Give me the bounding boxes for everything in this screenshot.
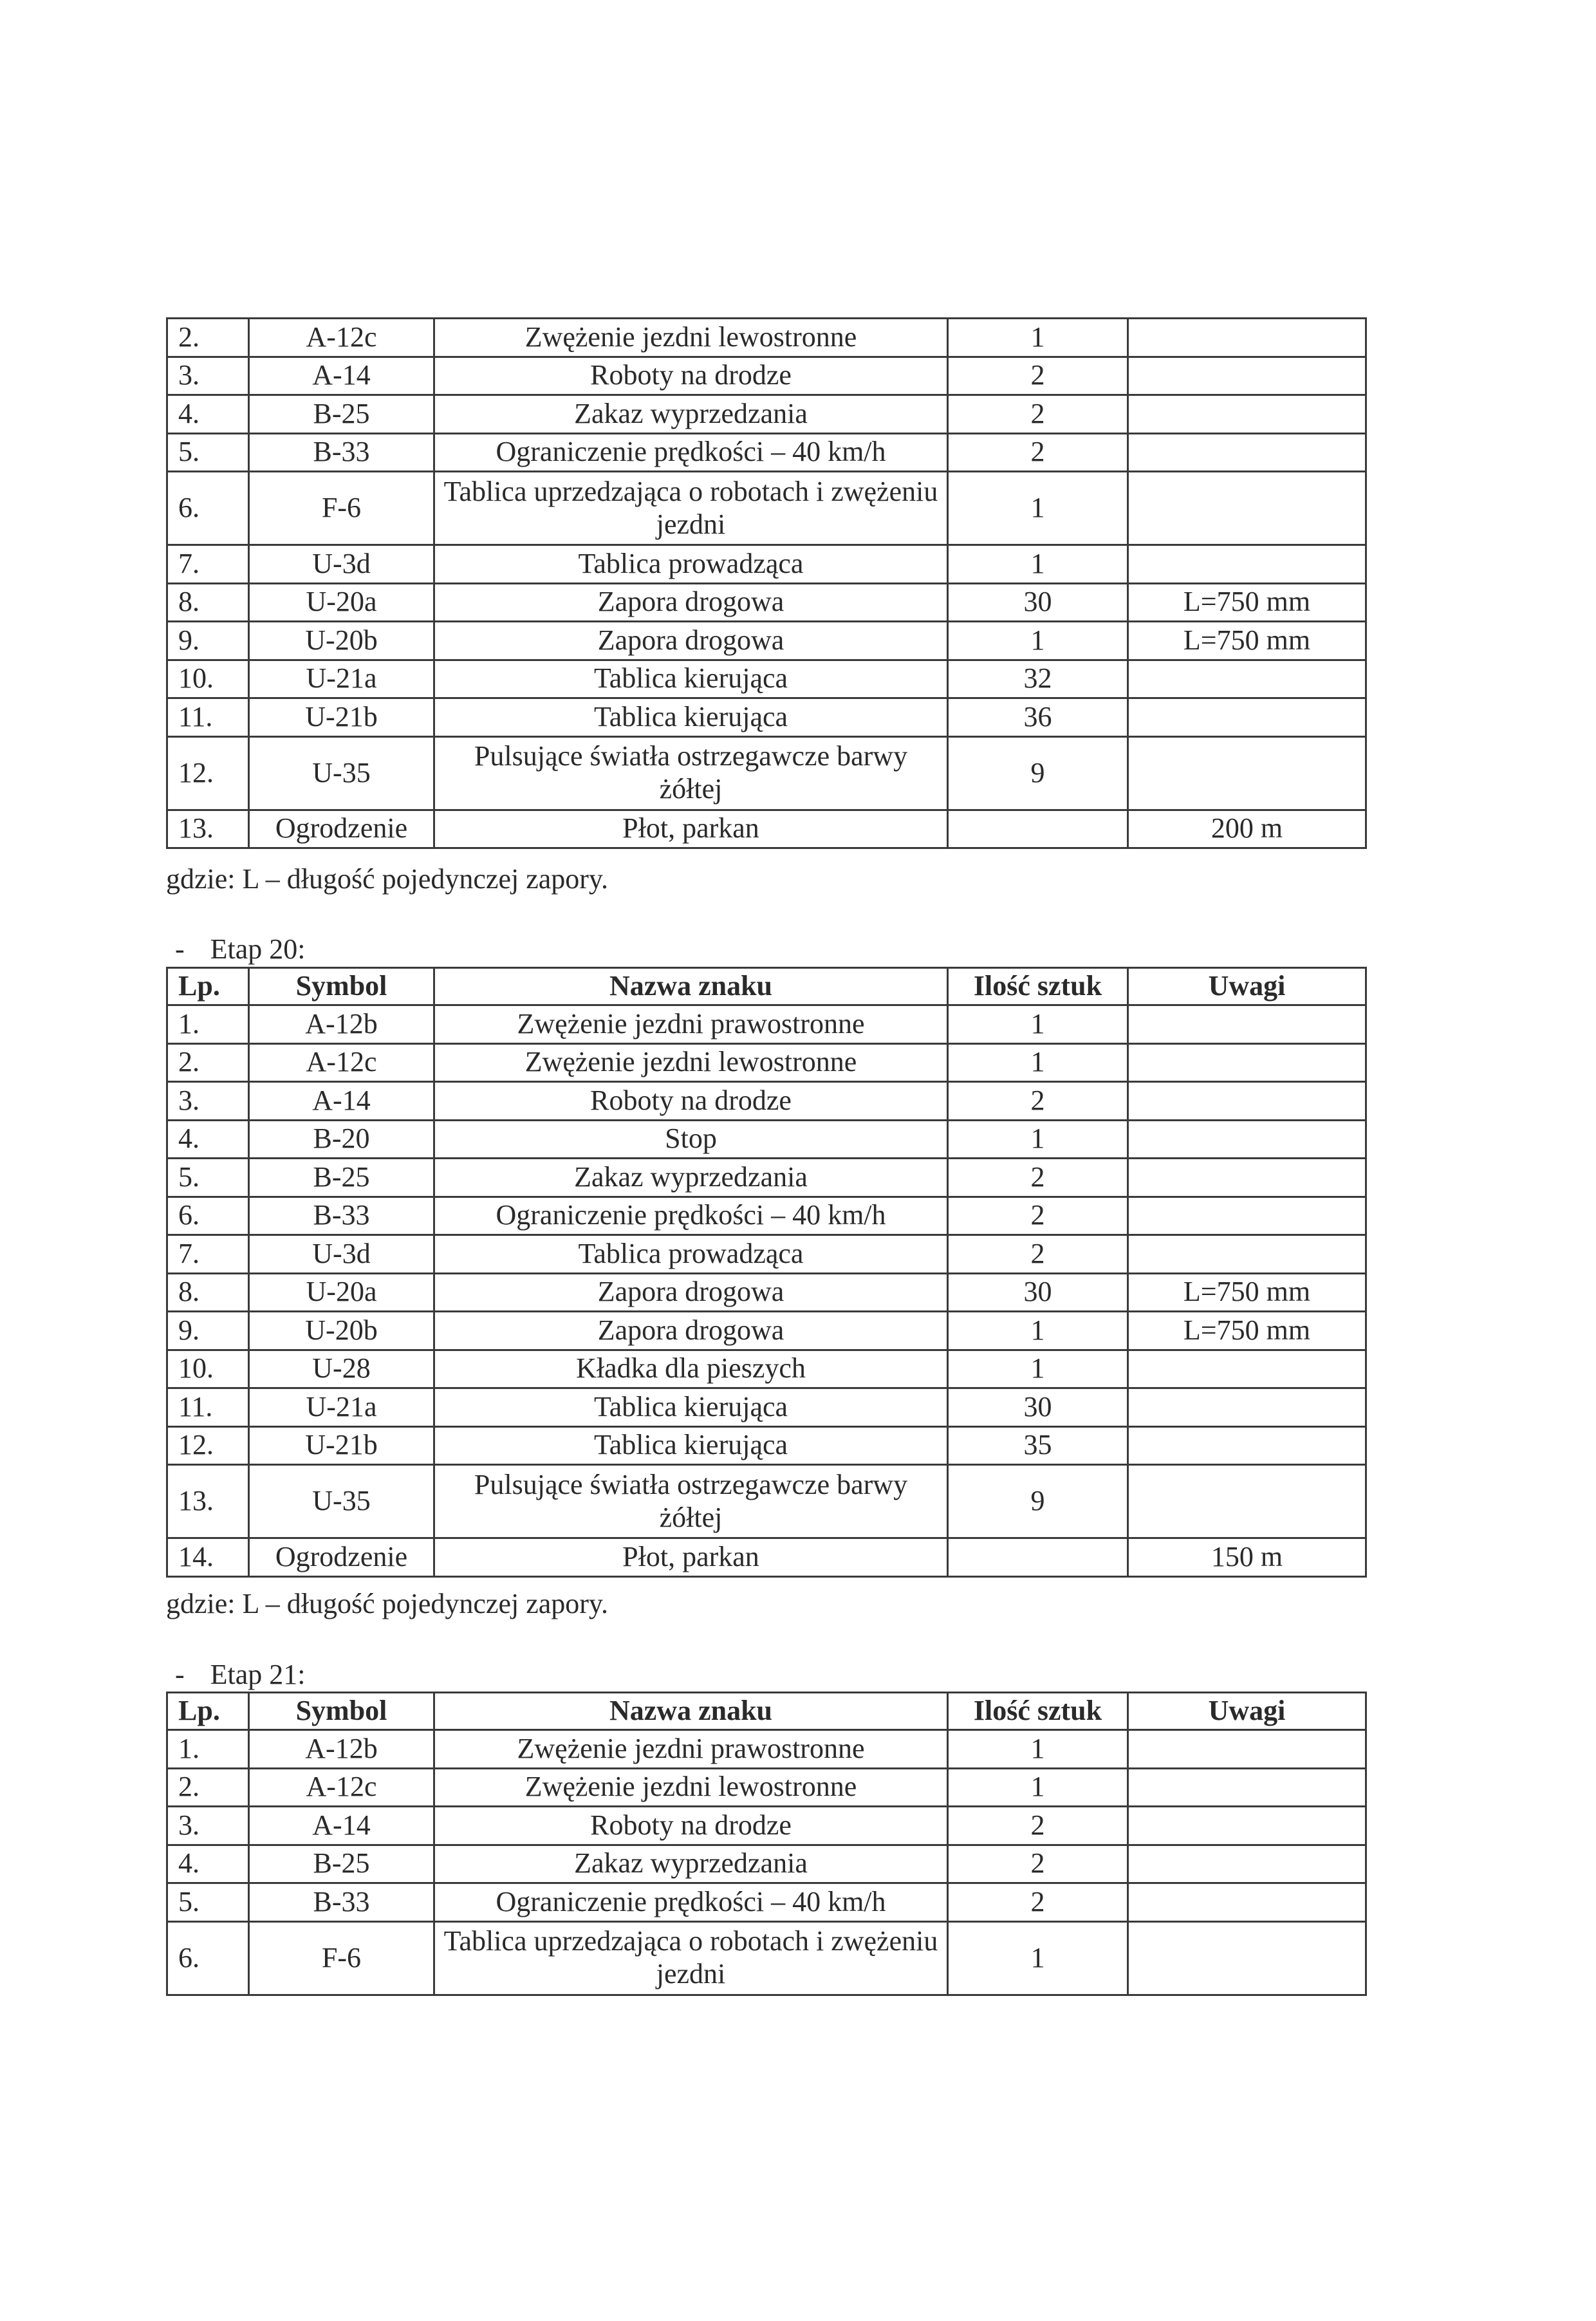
table-body [167,1005,1366,1577]
cell-qty: 2 [948,1883,1128,1922]
cell-symbol: F-6 [249,1921,434,1995]
cell-qty: 1 [948,319,1128,357]
cell-lp: 1. [167,1730,249,1769]
cell-qty: 1 [948,1005,1128,1044]
cell-name: Tablica prowadząca [434,1235,948,1274]
cell-name: Zwężenie jezdni prawostronne [434,1730,948,1769]
cell-qty: 1 [948,1350,1128,1388]
table-row [167,1388,1366,1427]
cell-symbol: B-25 [249,1845,434,1883]
table-row [167,1350,1366,1388]
table-row [167,545,1366,584]
cell-name: Tablica prowadząca [434,545,948,584]
stage-label: Etap 21: [210,1659,306,1690]
cell-lp: 12. [167,1426,249,1465]
signs-table-etap-20 [166,967,1367,1578]
cell-qty: 2 [948,1197,1128,1235]
cell-note [1128,1426,1366,1465]
cell-symbol: A-14 [249,1807,434,1845]
header-name: Nazwa znaku [434,1693,948,1730]
cell-name: Zwężenie jezdni lewostronne [434,1768,948,1807]
cell-qty: 1 [948,1921,1128,1995]
cell-note [1128,319,1366,357]
header-qty: Ilość sztuk [948,968,1128,1005]
cell-symbol: B-33 [249,1883,434,1922]
footnote: gdzie: L – długość pojedynczej zapory. [166,863,609,895]
cell-name: Ograniczenie prędkości – 40 km/h [434,1883,948,1922]
cell-symbol: B-25 [249,395,434,434]
cell-note [1128,1043,1366,1082]
cell-note [1128,545,1366,584]
stage-heading [175,933,306,965]
cell-symbol: U-21a [249,660,434,698]
cell-note [1128,433,1366,472]
header-symbol: Symbol [249,968,434,1005]
table-row [167,1273,1366,1312]
cell-symbol: U-35 [249,1465,434,1538]
cell-lp: 11. [167,1388,249,1427]
cell-name: Kładka dla pieszych [434,1350,948,1388]
cell-lp: 3. [167,1082,249,1121]
table-row [167,1005,1366,1044]
table-row [167,1921,1366,1995]
cell-lp: 10. [167,660,249,698]
cell-name: Zakaz wyprzedzania [434,1845,948,1883]
cell-symbol: A-12b [249,1730,434,1769]
cell-symbol: U-28 [249,1350,434,1388]
cell-qty: 36 [948,698,1128,737]
cell-qty [948,810,1128,848]
cell-symbol: U-20b [249,622,434,660]
cell-note [1128,1235,1366,1274]
cell-symbol: B-33 [249,433,434,472]
table-row [167,1235,1366,1274]
cell-name: Pulsujące światła ostrzegawcze barwy żółtej [434,736,948,810]
cell-name: Zakaz wyprzedzania [434,1159,948,1197]
cell-lp: 4. [167,1845,249,1883]
cell-lp: 13. [167,810,249,848]
cell-qty: 9 [948,1465,1128,1538]
cell-lp: 4. [167,395,249,434]
table-row [167,433,1366,472]
cell-lp: 2. [167,319,249,357]
cell-qty: 9 [948,736,1128,810]
cell-note [1128,1388,1366,1427]
cell-name: Zapora drogowa [434,583,948,622]
table-row [167,1426,1366,1465]
header-lp: Lp. [167,968,249,1005]
cell-qty: 2 [948,433,1128,472]
cell-name: Tablica kierująca [434,1426,948,1465]
cell-qty: 2 [948,1845,1128,1883]
cell-note [1128,1883,1366,1922]
cell-name: Zapora drogowa [434,622,948,660]
table-row [167,1159,1366,1197]
signs-table-continued [166,317,1367,849]
cell-qty: 1 [948,1730,1128,1769]
cell-note: L=750 mm [1128,583,1366,622]
cell-name: Zapora drogowa [434,1273,948,1312]
table-row [167,1538,1366,1577]
cell-symbol: B-25 [249,1159,434,1197]
cell-name: Zwężenie jezdni lewostronne [434,319,948,357]
cell-note [1128,1921,1366,1995]
cell-note: L=750 mm [1128,622,1366,660]
cell-qty: 1 [948,1043,1128,1082]
header-note: Uwagi [1128,968,1366,1005]
cell-note: L=750 mm [1128,1273,1366,1312]
cell-lp: 13. [167,1465,249,1538]
cell-lp: 9. [167,1312,249,1350]
cell-qty: 1 [948,545,1128,584]
cell-lp: 5. [167,433,249,472]
cell-qty: 32 [948,660,1128,698]
header-lp: Lp. [167,1693,249,1730]
table-row [167,357,1366,395]
stage-heading [175,1658,306,1691]
cell-qty: 2 [948,1235,1128,1274]
table-row [167,622,1366,660]
cell-note [1128,1005,1366,1044]
cell-name: Roboty na drodze [434,1807,948,1845]
header-note: Uwagi [1128,1693,1366,1730]
cell-lp: 7. [167,1235,249,1274]
table-row [167,583,1366,622]
cell-name: Stop [434,1120,948,1159]
cell-symbol: U-20a [249,1273,434,1312]
cell-lp: 8. [167,1273,249,1312]
table [166,967,1367,1578]
cell-symbol: U-21a [249,1388,434,1427]
cell-qty: 30 [948,583,1128,622]
cell-lp: 2. [167,1043,249,1082]
cell-symbol: U-21b [249,1426,434,1465]
cell-symbol: U-20b [249,1312,434,1350]
table [166,317,1367,849]
cell-symbol: A-12c [249,1768,434,1807]
footnote: gdzie: L – długość pojedynczej zapory. [166,1588,609,1619]
cell-symbol: B-20 [249,1120,434,1159]
cell-symbol: U-3d [249,545,434,584]
cell-note: L=750 mm [1128,1312,1366,1350]
cell-note [1128,1730,1366,1769]
cell-lp: 6. [167,1921,249,1995]
cell-lp: 5. [167,1159,249,1197]
cell-qty: 30 [948,1273,1128,1312]
cell-note: 150 m [1128,1538,1366,1577]
table-row [167,1845,1366,1883]
cell-qty: 1 [948,472,1128,545]
header-qty: Ilość sztuk [948,1693,1128,1730]
cell-lp: 2. [167,1768,249,1807]
table-row [167,1883,1366,1922]
table-row [167,1465,1366,1538]
cell-note [1128,395,1366,434]
cell-note [1128,1465,1366,1538]
cell-note [1128,1350,1366,1388]
table-row [167,1730,1366,1769]
cell-note [1128,660,1366,698]
cell-name: Tablica kierująca [434,660,948,698]
cell-symbol: A-14 [249,357,434,395]
cell-lp: 4. [167,1120,249,1159]
cell-note [1128,1159,1366,1197]
table [166,1692,1367,1996]
cell-note [1128,357,1366,395]
cell-qty: 1 [948,1120,1128,1159]
cell-qty: 1 [948,1768,1128,1807]
cell-symbol: U-3d [249,1235,434,1274]
cell-symbol: A-12c [249,319,434,357]
cell-lp: 7. [167,545,249,584]
cell-lp: 6. [167,472,249,545]
table-row [167,810,1366,848]
table-header-row [167,968,1366,1005]
cell-symbol: A-14 [249,1082,434,1121]
table-row [167,1768,1366,1807]
cell-lp: 5. [167,1883,249,1922]
cell-note [1128,472,1366,545]
cell-name: Pulsujące światła ostrzegawcze barwy żółtej [434,1465,948,1538]
cell-note [1128,1807,1366,1845]
table-row [167,395,1366,434]
table-body [167,319,1366,848]
cell-qty: 30 [948,1388,1128,1427]
cell-name: Zapora drogowa [434,1312,948,1350]
cell-name: Ograniczenie prędkości – 40 km/h [434,433,948,472]
cell-qty: 2 [948,357,1128,395]
cell-lp: 12. [167,736,249,810]
cell-note: 200 m [1128,810,1366,848]
table-body [167,1730,1366,1995]
table-row [167,319,1366,357]
table-header-row [167,1693,1366,1730]
cell-qty: 2 [948,1082,1128,1121]
cell-symbol: F-6 [249,472,434,545]
cell-lp: 3. [167,357,249,395]
cell-qty: 2 [948,1159,1128,1197]
table-row [167,472,1366,545]
cell-note [1128,698,1366,737]
table-row [167,736,1366,810]
cell-note [1128,736,1366,810]
cell-name: Tablica kierująca [434,698,948,737]
cell-symbol: A-12c [249,1043,434,1082]
cell-lp: 11. [167,698,249,737]
cell-qty: 35 [948,1426,1128,1465]
cell-lp: 6. [167,1197,249,1235]
table-row [167,1082,1366,1121]
cell-symbol: U-21b [249,698,434,737]
table-row [167,1043,1366,1082]
header-name: Nazwa znaku [434,968,948,1005]
cell-note [1128,1197,1366,1235]
cell-lp: 9. [167,622,249,660]
cell-note [1128,1082,1366,1121]
cell-symbol: Ogrodzenie [249,810,434,848]
table-row [167,1197,1366,1235]
cell-qty: 2 [948,1807,1128,1845]
cell-lp: 8. [167,583,249,622]
table-row [167,698,1366,737]
table-row [167,660,1366,698]
cell-note [1128,1120,1366,1159]
cell-symbol: U-20a [249,583,434,622]
cell-symbol: U-35 [249,736,434,810]
cell-name: Zakaz wyprzedzania [434,395,948,434]
cell-name: Ograniczenie prędkości – 40 km/h [434,1197,948,1235]
cell-lp: 10. [167,1350,249,1388]
cell-name: Płot, parkan [434,1538,948,1577]
cell-name: Płot, parkan [434,810,948,848]
cell-qty: 2 [948,395,1128,434]
signs-table-etap-21 [166,1692,1367,1996]
cell-name: Zwężenie jezdni lewostronne [434,1043,948,1082]
cell-qty: 1 [948,1312,1128,1350]
stage-label: Etap 20: [210,933,306,965]
header-symbol: Symbol [249,1693,434,1730]
cell-symbol: Ogrodzenie [249,1538,434,1577]
cell-symbol: B-33 [249,1197,434,1235]
cell-lp: 14. [167,1538,249,1577]
cell-lp: 1. [167,1005,249,1044]
cell-name: Roboty na drodze [434,1082,948,1121]
cell-name: Roboty na drodze [434,357,948,395]
table-row [167,1807,1366,1845]
table-row [167,1120,1366,1159]
cell-qty: 1 [948,622,1128,660]
stage-dash: - [175,1659,185,1690]
cell-symbol: A-12b [249,1005,434,1044]
table-row [167,1312,1366,1350]
cell-name: Tablica kierująca [434,1388,948,1427]
cell-name: Zwężenie jezdni prawostronne [434,1005,948,1044]
cell-note [1128,1845,1366,1883]
cell-name: Tablica uprzedzająca o robotach i zwężeniu jezdni [434,1921,948,1995]
stage-dash: - [175,933,185,965]
cell-qty [948,1538,1128,1577]
cell-note [1128,1768,1366,1807]
cell-lp: 3. [167,1807,249,1845]
cell-name: Tablica uprzedzająca o robotach i zwężeniu jezdni [434,472,948,545]
